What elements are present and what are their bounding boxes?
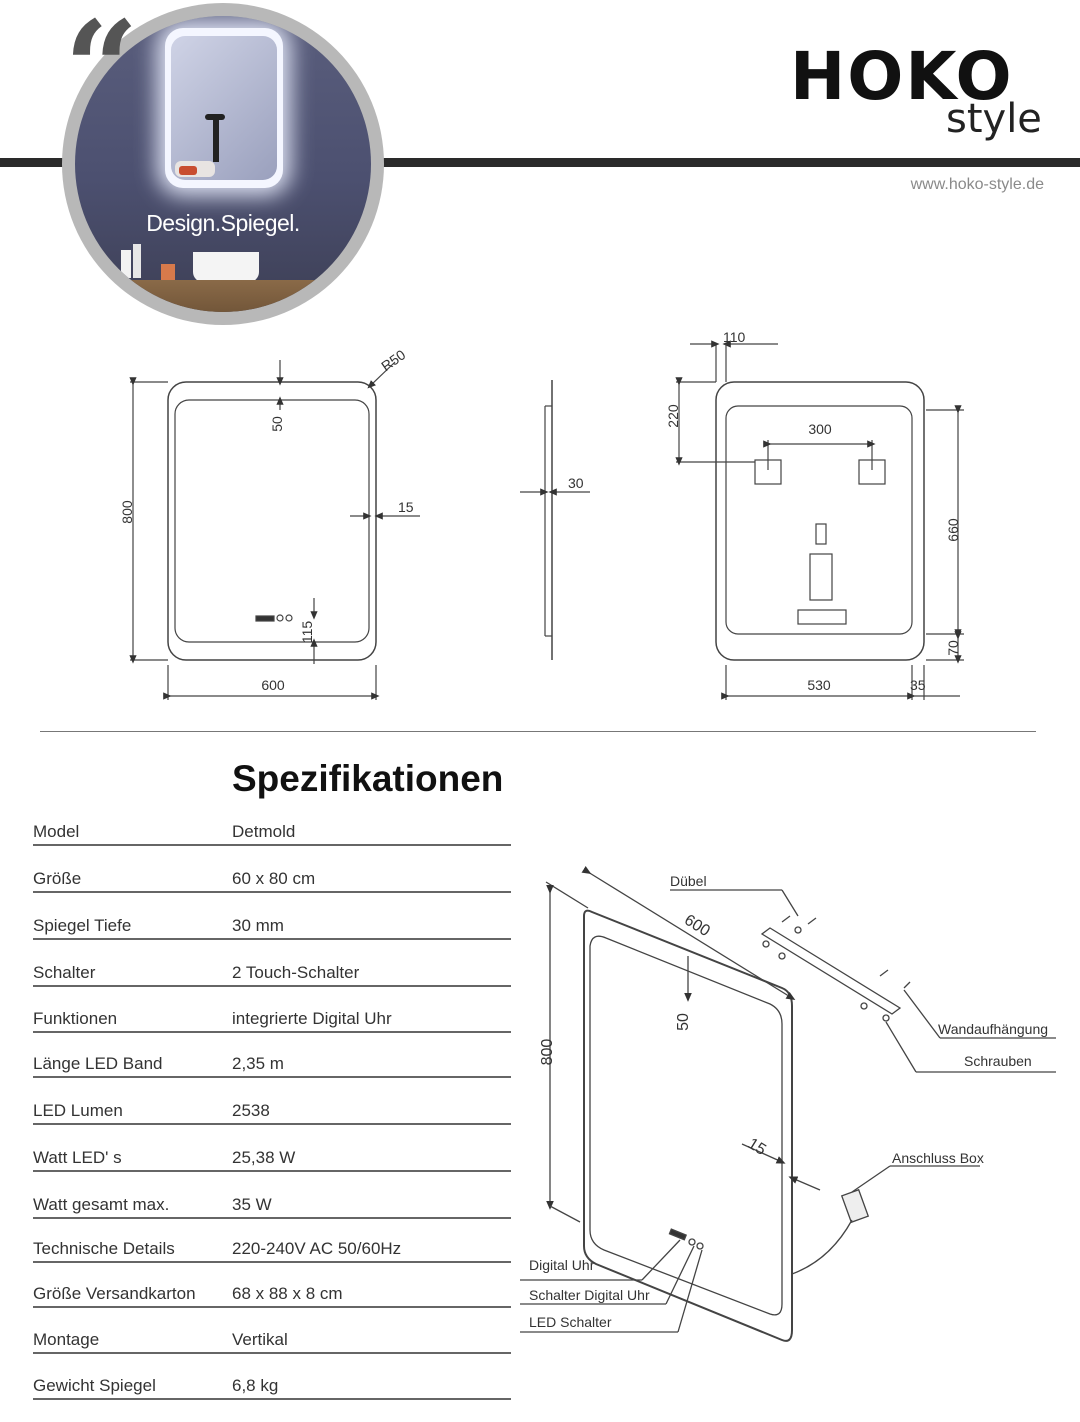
- spec-value: Vertikal: [232, 1330, 288, 1349]
- brand-logo-main: HOKO: [790, 38, 1014, 115]
- screw-icon: [795, 927, 801, 933]
- spec-value: 6,8 kg: [232, 1376, 279, 1395]
- spec-value: 35 W: [232, 1195, 272, 1214]
- wood-counter: [75, 280, 371, 312]
- label-wandaufhaengung: Wandaufhängung: [938, 1021, 1049, 1037]
- label-anschluss-box: Anschluss Box: [892, 1150, 984, 1166]
- iso-dim-top-inset: 50: [675, 1013, 692, 1031]
- spec-row: [33, 1195, 511, 1241]
- spec-row: [33, 1330, 511, 1376]
- faucet-stem: [213, 116, 219, 162]
- dim-front-side-inset: 15: [398, 499, 414, 515]
- screw-icon: [861, 1003, 867, 1009]
- touch-switch-icon: [277, 615, 283, 621]
- spec-key: Watt LED' s: [33, 1148, 122, 1167]
- spec-key: Montage: [33, 1330, 100, 1349]
- section-divider: [40, 731, 1036, 732]
- spec-row: [33, 1009, 511, 1055]
- spec-value: 2,35 m: [232, 1054, 284, 1073]
- spec-key: Watt gesamt max.: [33, 1195, 170, 1214]
- dim-front-top-inset: 50: [269, 416, 285, 432]
- spec-row: [33, 1054, 511, 1100]
- front-inner-led: [175, 400, 369, 642]
- dim-back-height-inner: 660: [945, 518, 961, 542]
- iso-dim-width: 600: [681, 911, 713, 941]
- spec-value: 30 mm: [232, 916, 284, 935]
- spec-row-underline: [33, 938, 511, 940]
- dim-back-bracket-drop: 220: [665, 404, 681, 428]
- spec-row: [33, 1376, 511, 1422]
- iso-dim-side-inset: 15: [744, 1135, 769, 1160]
- quote-mark-icon: “: [64, 0, 139, 145]
- basin-icon: [193, 252, 259, 282]
- spec-row: [33, 869, 511, 915]
- spec-row: [33, 916, 511, 962]
- spec-value: 2 Touch-Schalter: [232, 963, 360, 982]
- bottle-icon: [121, 250, 131, 278]
- website-link[interactable]: www.hoko-style.de: [910, 176, 1044, 193]
- spec-key: Größe: [33, 869, 82, 888]
- spec-key: Spiegel Tiefe: [33, 916, 132, 935]
- clock-display-icon: [256, 616, 274, 621]
- spec-key: LED Lumen: [33, 1101, 123, 1120]
- bottle-icon: [133, 244, 141, 278]
- spec-row: [33, 1284, 511, 1330]
- label-duebel: Dübel: [670, 873, 707, 889]
- brand-logo-sub: style: [946, 96, 1042, 142]
- spec-title: Spezifikationen: [232, 758, 504, 799]
- wall-rail: [762, 928, 900, 1014]
- dim-back-bracket-span: 300: [808, 421, 832, 437]
- iso-dim-height: 800: [539, 1038, 556, 1066]
- spec-row: [33, 822, 511, 868]
- diffuser-icon: [161, 264, 175, 280]
- screw-icon: [763, 941, 769, 947]
- mirror-face: [171, 36, 277, 180]
- spec-key: Model: [33, 822, 80, 841]
- spec-row-underline: [33, 1031, 511, 1033]
- spec-key: Länge LED Band: [33, 1054, 163, 1073]
- technical-drawing: [0, 320, 1080, 720]
- spec-value: 25,38 W: [232, 1148, 296, 1167]
- iso-switch-icon: [689, 1239, 695, 1245]
- label-schalter-digital-uhr: Schalter Digital Uhr: [529, 1287, 650, 1303]
- spec-value: integrierte Digital Uhr: [232, 1009, 392, 1028]
- dim-side-depth: 30: [568, 475, 584, 491]
- screw-icon: [779, 953, 785, 959]
- spec-row: [33, 1239, 511, 1285]
- spec-row-underline: [33, 985, 511, 987]
- junction-box-icon: [842, 1190, 868, 1222]
- spec-row-underline: [33, 1352, 511, 1354]
- spec-row-underline: [33, 1170, 511, 1172]
- spec-key: Schalter: [33, 963, 96, 982]
- spec-key: Gewicht Spiegel: [33, 1376, 156, 1395]
- iso-mirror-led: [590, 936, 782, 1315]
- dim-back-top-offset: 110: [723, 329, 746, 345]
- dim-front-width: 600: [261, 677, 285, 693]
- junction-box: [810, 554, 832, 600]
- spec-value: Detmold: [232, 822, 296, 841]
- spec-row-underline: [33, 1217, 511, 1219]
- dim-front-bottom-inset: 115: [299, 620, 315, 644]
- iso-switch-icon: [697, 1243, 703, 1249]
- spec-row-underline: [33, 1398, 511, 1400]
- dim-back-bottom: 70: [945, 640, 961, 656]
- spec-row-underline: [33, 844, 511, 846]
- spec-row: [33, 963, 511, 1009]
- spec-value: 2538: [232, 1101, 270, 1120]
- dim-front-height: 800: [119, 500, 135, 524]
- spec-key: Funktionen: [33, 1009, 118, 1028]
- label-led-schalter: LED Schalter: [529, 1314, 612, 1330]
- label-digital-uhr: Digital Uhr: [529, 1257, 595, 1273]
- dim-back-side: 35: [910, 677, 926, 693]
- spec-row-underline: [33, 1306, 511, 1308]
- spec-value: 220-240V AC 50/60Hz: [232, 1239, 402, 1258]
- badge-title: Design.Spiegel.: [146, 210, 300, 236]
- dim-front-r: R50: [378, 346, 409, 375]
- installation-drawing: [520, 860, 1080, 1400]
- spec-row-underline: [33, 1261, 511, 1263]
- spec-key: Größe Versandkarton: [33, 1284, 196, 1303]
- screw-icon: [883, 1015, 889, 1021]
- tub-accent: [179, 166, 197, 175]
- spec-row-underline: [33, 1076, 511, 1078]
- back-label-plate: [798, 610, 846, 624]
- spec-value: 68 x 88 x 8 cm: [232, 1284, 343, 1303]
- touch-switch-icon: [286, 615, 292, 621]
- label-schrauben: Schrauben: [964, 1053, 1032, 1069]
- iso-clock-icon: [669, 1229, 686, 1240]
- spec-row: [33, 1101, 511, 1147]
- spec-row-underline: [33, 891, 511, 893]
- spec-value: 60 x 80 cm: [232, 869, 316, 888]
- spec-key: Technische Details: [33, 1239, 175, 1258]
- dim-back-width-inner: 530: [807, 677, 831, 693]
- spec-row-underline: [33, 1123, 511, 1125]
- spec-row: [33, 1148, 511, 1194]
